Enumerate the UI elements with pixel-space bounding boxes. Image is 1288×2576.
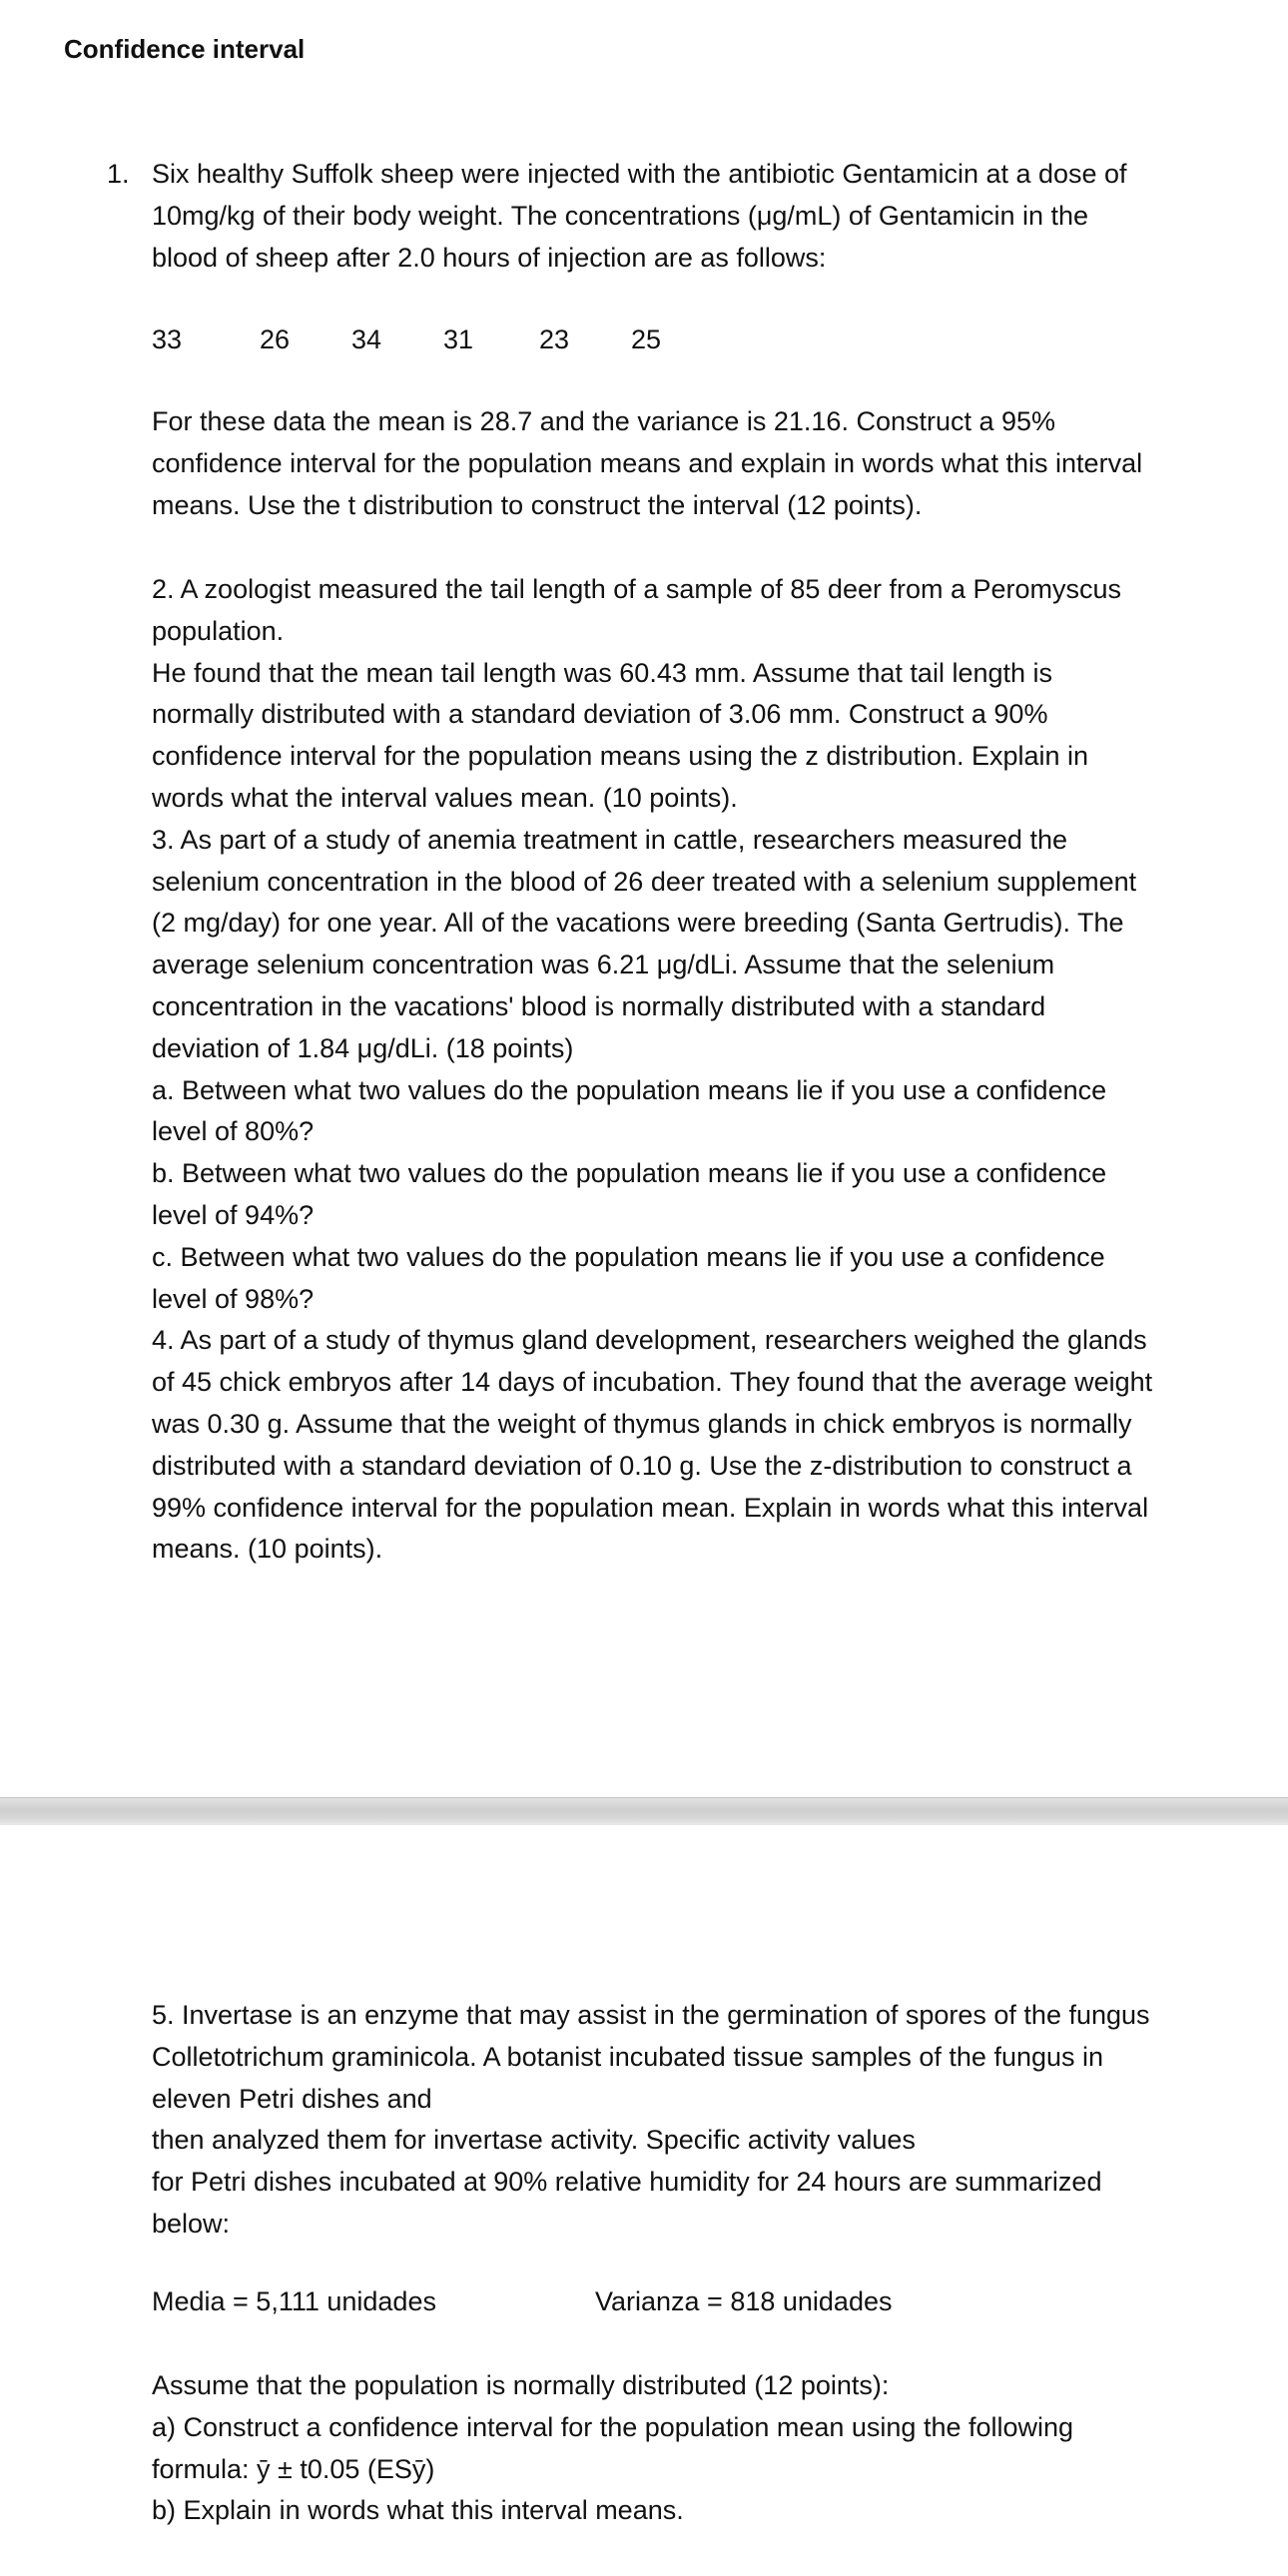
paragraph-line: population.: [152, 615, 285, 646]
paragraph-line: concentration in the vacations' blood is normally distributed with a standard: [152, 990, 1046, 1021]
paragraph-line: was 0.30 g. Assume that the weight of thymus glands in chick embryos is normally: [152, 1408, 1132, 1439]
paragraph-line: means. Use the t distribution to construct the interval (12 points).: [152, 489, 923, 520]
paragraph-line: for Petri dishes incubated at 90% relative humidity for 24 hours are summarized: [152, 2167, 1102, 2198]
paragraph-line: level of 80%?: [152, 1116, 315, 1147]
paragraph-line: 99% confidence interval for the population mean. Explain in words what this interval: [152, 1492, 1149, 1523]
paragraph-line: b. Between what two values do the population means lie if you use a confidence: [152, 1158, 1107, 1189]
paragraph-line: For these data the mean is 28.7 and the variance is 21.16. Construct a 95%: [152, 406, 1056, 436]
paragraph-line: 10mg/kg of their body weight. The concentrations (μg/mL) of Gentamicin in the: [152, 200, 1089, 231]
paragraph-line: confidence interval for the population means using the z distribution. Explain in: [152, 741, 1089, 772]
paragraph-line: He found that the mean tail length was 60.43 mm. Assume that tail length is: [152, 657, 1053, 688]
paragraph-line: b) Explain in words what this interval means.: [152, 2495, 684, 2526]
paragraph-line: blood of sheep after 2.0 hours of injection are as follows:: [152, 242, 827, 273]
paragraph-line: deviation of 1.84 μg/dLi. (18 points): [152, 1032, 574, 1063]
paragraph-line: 2. A zoologist measured the tail length of a sample of 85 deer from a Peromyscus: [152, 574, 1122, 604]
paragraph-line: words what the interval values mean. (10 points).: [152, 782, 738, 813]
data-value: 31: [443, 324, 474, 354]
paragraph-line: distributed with a standard deviation of 0.10 g. Use the z-distribution to construct a: [152, 1450, 1132, 1481]
page-separator: [0, 1797, 1288, 1827]
media-value: Media = 5,111 unidades: [152, 2286, 436, 2316]
paragraph-line: level of 94%?: [152, 1199, 315, 1230]
data-value: 34: [351, 324, 382, 354]
question-1-task: [152, 401, 1220, 526]
question-1-data-values: [152, 320, 751, 361]
paragraph-line: formula: ȳ ± t0.05 (ESȳ): [152, 2453, 435, 2484]
paragraph-line: normally distributed with a standard deviation of 3.06 mm. Construct a 90%: [152, 699, 1048, 730]
paragraph-line: below:: [152, 2208, 231, 2239]
paragraph-line: selenium concentration in the blood of 26 deer treated with a selenium supplement: [152, 866, 1137, 897]
paragraph-line: (2 mg/day) for one year. All of the vacations were breeding (Santa Gertrudis). The: [152, 908, 1124, 939]
paragraph-line: means. (10 points).: [152, 1534, 383, 1565]
question-1-number: 1.: [107, 159, 130, 189]
paragraph-line: then analyzed them for invertase activity. Specific activity values: [152, 2125, 916, 2156]
paragraph-line: level of 98%?: [152, 1283, 315, 1314]
paragraph-line: 3. As part of a study of anemia treatment in cattle, researchers measured the: [152, 824, 1067, 855]
question-5-intro: [152, 1995, 1220, 2246]
paragraph-line: Six healthy Suffolk sheep were injected with the antibiotic Gentamicin at a dose of: [152, 159, 1127, 189]
paragraph-line: of 45 chick embryos after 14 days of incubation. They found that the average weight: [152, 1367, 1153, 1398]
paragraph-line: Assume that the population is normally distributed (12 points):: [152, 2370, 890, 2400]
question-5-tasks: [152, 2365, 1220, 2532]
paragraph-line: confidence interval for the population means and explain in words what this interval: [152, 447, 1143, 478]
varianza-value: Varianza = 818 unidades: [595, 2286, 893, 2316]
questions-2-to-4: [152, 569, 1220, 1571]
paragraph-line: a. Between what two values do the population means lie if you use a confidence: [152, 1074, 1107, 1105]
paragraph-line: eleven Petri dishes and: [152, 2083, 432, 2114]
data-value: 26: [260, 324, 291, 354]
data-value: 25: [631, 324, 662, 354]
paragraph-line: average selenium concentration was 6.21 μg/dLi. Assume that the selenium: [152, 950, 1055, 980]
paragraph-line: c. Between what two values do the population means lie if you use a confidence: [152, 1241, 1105, 1272]
paragraph-line: Colletotrichum graminicola. A botanist incubated tissue samples of the fungus in: [152, 2041, 1104, 2072]
paragraph-line: 5. Invertase is an enzyme that may assist in the germination of spores of the fungus: [152, 2000, 1150, 2030]
data-value: 23: [539, 324, 570, 354]
page-title: Confidence interval: [64, 34, 306, 64]
paragraph-line: a) Construct a confidence interval for the population mean using the following: [152, 2411, 1074, 2442]
question-1-intro: [152, 154, 1220, 279]
data-value: 33: [152, 324, 183, 354]
paragraph-line: 4. As part of a study of thymus gland development, researchers weighed the glands: [152, 1325, 1147, 1356]
